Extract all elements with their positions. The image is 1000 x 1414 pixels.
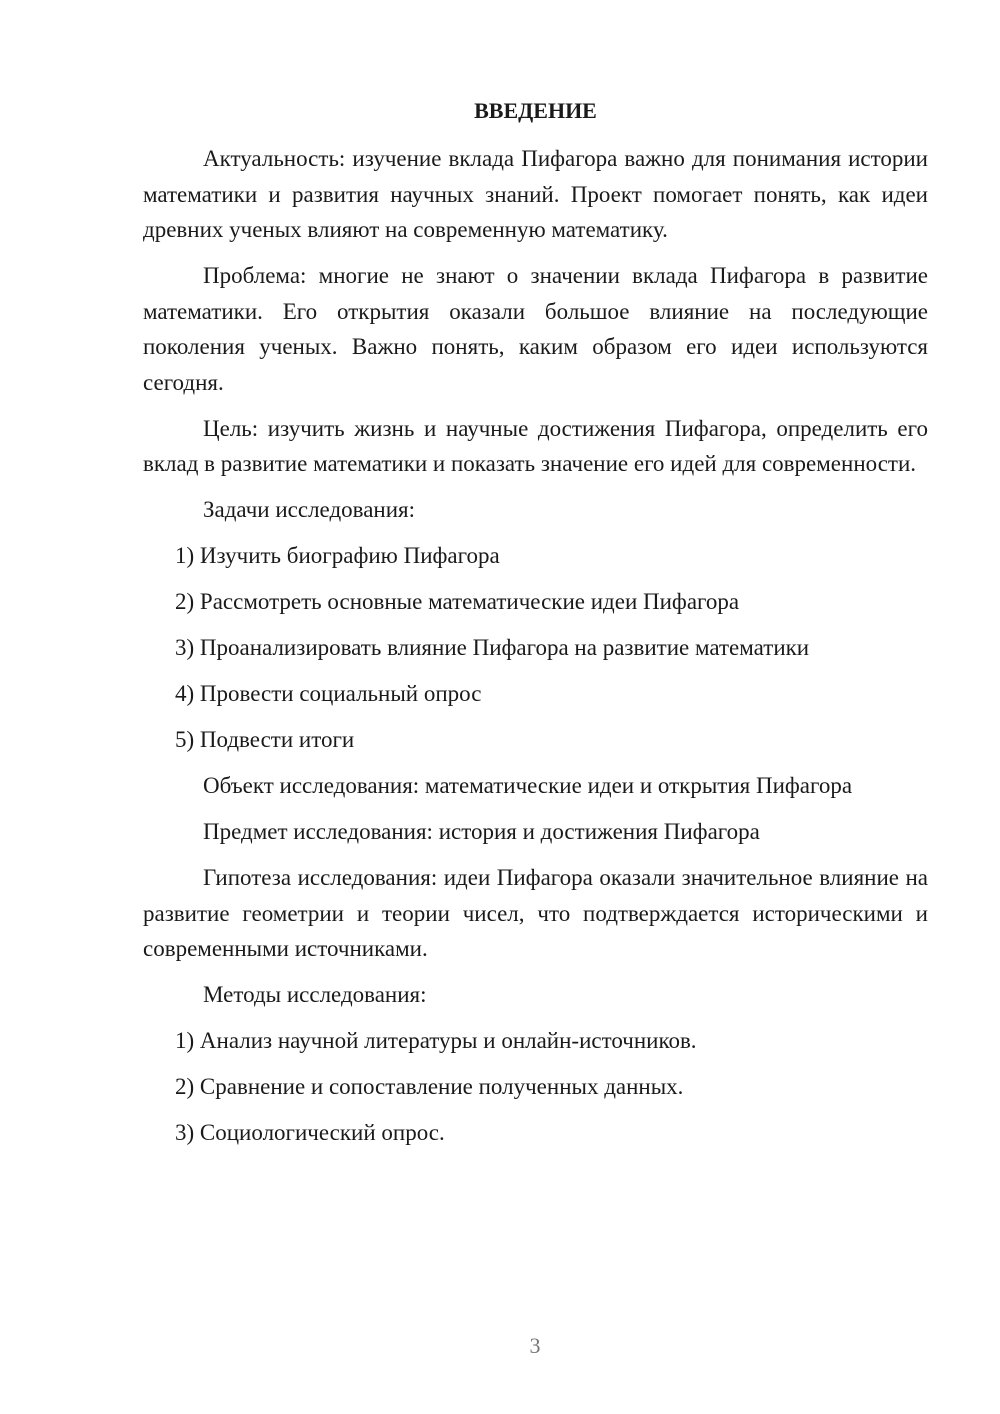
hypothesis-paragraph: Гипотеза исследования: идеи Пифагора оказали значительное влияние на развитие геометрии и теории чисел, что подтверждается историческими и современными источниками.	[143, 865, 928, 961]
task-item: 5) Подвести итоги	[175, 727, 355, 752]
methods-list	[143, 1023, 928, 1151]
page-number: 3	[529, 1333, 541, 1358]
tasks-list	[143, 538, 928, 758]
task-item: 3) Проанализировать влияние Пифагора на развитие математики	[175, 635, 810, 660]
task-item: 1) Изучить биографию Пифагора	[175, 543, 500, 568]
research-object: Объект исследования: математические идеи и открытия Пифагора	[203, 773, 853, 798]
method-item: 2) Сравнение и сопоставление полученных данных.	[175, 1074, 684, 1099]
method-item: 1) Анализ научной литературы и онлайн-источников.	[175, 1028, 697, 1053]
problem-paragraph: Проблема: многие не знают о значении вклада Пифагора в развитие математики. Его открытия оказали большое влияние на последующие поколения ученых. Важно понять, каким образом его идеи используются сегодня.	[143, 263, 928, 395]
goal-paragraph: Цель: изучить жизнь и научные достижения Пифагора, определить его вклад в развитие математики и показать значение его идей для современности.	[143, 415, 928, 476]
method-item: 3) Социологический опрос.	[175, 1120, 445, 1145]
tasks-heading: Задачи исследования:	[203, 497, 416, 522]
methods-heading: Методы исследования:	[203, 982, 427, 1007]
page-title: ВВЕДЕНИЕ	[474, 98, 597, 123]
task-item: 2) Рассмотреть основные математические идеи Пифагора	[175, 589, 740, 614]
relevance-paragraph: Актуальность: изучение вклада Пифагора важно для понимания истории математики и развития научных знаний. Проект помогает понять, как идеи древних ученых влияют на современную математику.	[143, 146, 928, 242]
research-subject: Предмет исследования: история и достижения Пифагора	[203, 819, 760, 844]
task-item: 4) Провести социальный опрос	[175, 681, 482, 706]
document-body	[143, 95, 928, 1161]
